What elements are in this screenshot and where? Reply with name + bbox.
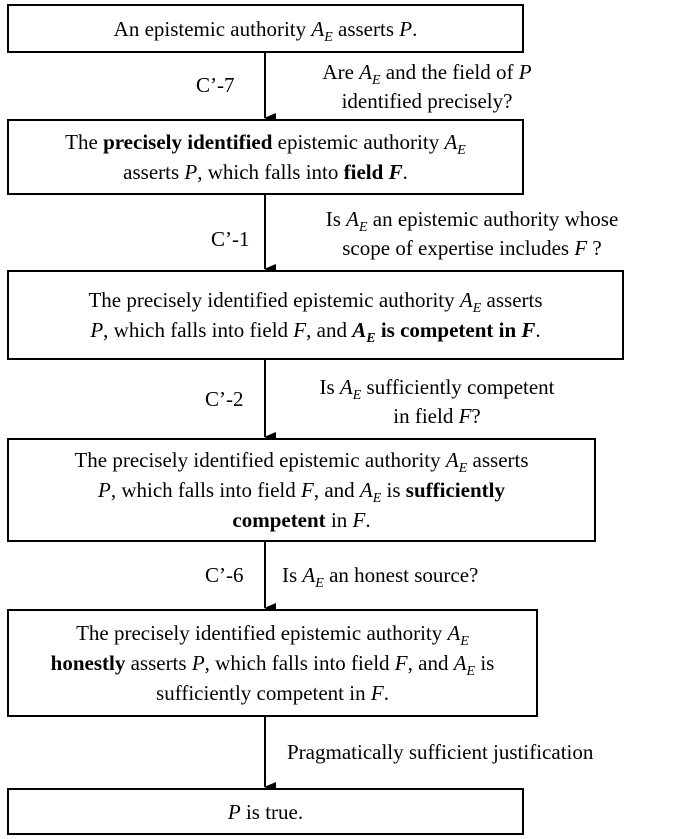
box-honestly-asserts: The precisely identified epistemic authority $A_E$ honestly asserts P, which falls into field F, and $A_E$ is sufficiently competent in F.	[7, 609, 538, 717]
step-pragmatic-justification: Pragmatically sufficient justification	[287, 740, 594, 764]
box-epistemic-authority-asserts: An epistemic authority $A_E$ asserts P.	[7, 4, 524, 53]
box-competent-in-field: The precisely identified epistemic authority $A_E$ asserts P, which falls into field F, and $A_E$ is competent in F.	[7, 270, 624, 360]
question-honest-source: Is $A_E$ an honest source?	[282, 563, 479, 591]
step-label-c2: C’-2	[205, 387, 244, 411]
step-label-c7: C’-7	[196, 73, 235, 97]
step-label-c1: C’-1	[211, 227, 250, 251]
box-precisely-identified: The precisely identified epistemic authority $A_E$ asserts P, which falls into field F.	[7, 119, 524, 195]
question-identified-precisely: Are $A_E$ and the field of P identified precisely?	[322, 60, 532, 113]
box-sufficiently-competent: The precisely identified epistemic authority $A_E$ asserts P, which falls into field F, and $A_E$ is sufficiently competent in F.	[7, 438, 596, 542]
box-p-is-true: P is true.	[7, 788, 524, 835]
question-scope-of-expertise: Is $A_E$ an epistemic authority whose scope of expertise includes F ?	[325, 207, 619, 260]
step-label-c6: C’-6	[205, 563, 244, 587]
question-sufficiently-competent: Is $A_E$ sufficiently competent in field F?	[319, 375, 555, 428]
entity-symbol: $A_E$	[311, 16, 333, 45]
